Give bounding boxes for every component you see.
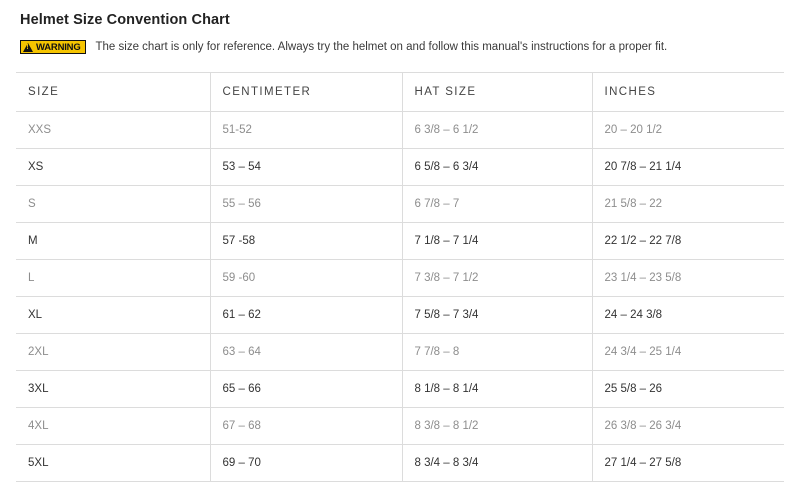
size-chart-table [16,72,784,482]
cell-size: XXS [16,112,210,149]
cell-centimeter: 63 – 64 [210,334,402,371]
cell-hat-size: 8 3/8 – 8 1/2 [402,408,592,445]
cell-hat-size: 6 5/8 – 6 3/4 [402,149,592,186]
cell-hat-size: 7 1/8 – 7 1/4 [402,223,592,260]
cell-inches: 27 1/4 – 27 5/8 [592,445,784,482]
column-header-hat-size: HAT SIZE [402,73,592,112]
column-header-size: SIZE [16,73,210,112]
cell-inches: 23 1/4 – 23 5/8 [592,260,784,297]
warning-notice [20,40,784,54]
cell-hat-size: 7 7/8 – 8 [402,334,592,371]
column-header-centimeter: CENTIMETER [210,73,402,112]
page-title: Helmet Size Convention Chart [20,12,230,28]
table-row [16,297,784,334]
cell-size: 2XL [16,334,210,371]
table-row [16,408,784,445]
cell-inches: 26 3/8 – 26 3/4 [592,408,784,445]
cell-hat-size: 7 3/8 – 7 1/2 [402,260,592,297]
table-row [16,149,784,186]
table-header-row [16,73,784,112]
cell-centimeter: 51-52 [210,112,402,149]
cell-centimeter: 67 – 68 [210,408,402,445]
cell-inches: 24 3/4 – 25 1/4 [592,334,784,371]
cell-centimeter: 61 – 62 [210,297,402,334]
table-body [16,112,784,482]
cell-size: 4XL [16,408,210,445]
cell-size: M [16,223,210,260]
cell-inches: 25 5/8 – 26 [592,371,784,408]
cell-centimeter: 59 -60 [210,260,402,297]
cell-hat-size: 6 7/8 – 7 [402,186,592,223]
table-row [16,223,784,260]
cell-hat-size: 6 3/8 – 6 1/2 [402,112,592,149]
cell-inches: 24 – 24 3/8 [592,297,784,334]
warning-badge-label: WARNING [36,41,81,53]
cell-centimeter: 57 -58 [210,223,402,260]
cell-inches: 20 – 20 1/2 [592,112,784,149]
table-row [16,371,784,408]
table-row [16,186,784,223]
cell-hat-size: 7 5/8 – 7 3/4 [402,297,592,334]
cell-centimeter: 55 – 56 [210,186,402,223]
column-header-inches: INCHES [592,73,784,112]
cell-inches: 22 1/2 – 22 7/8 [592,223,784,260]
cell-hat-size: 8 1/8 – 8 1/4 [402,371,592,408]
table-row [16,445,784,482]
table-row [16,334,784,371]
cell-size: L [16,260,210,297]
cell-size: XS [16,149,210,186]
warning-text: The size chart is only for reference. Always try the helmet on and follow this manual's instructions for a proper fit. [95,41,668,53]
table-row [16,112,784,149]
cell-size: 3XL [16,371,210,408]
table-header [16,73,784,112]
cell-size: 5XL [16,445,210,482]
warning-badge [20,40,86,54]
table-row [16,260,784,297]
cell-inches: 20 7/8 – 21 1/4 [592,149,784,186]
cell-inches: 21 5/8 – 22 [592,186,784,223]
cell-hat-size: 8 3/4 – 8 3/4 [402,445,592,482]
cell-centimeter: 65 – 66 [210,371,402,408]
cell-size: S [16,186,210,223]
cell-centimeter: 69 – 70 [210,445,402,482]
cell-size: XL [16,297,210,334]
cell-centimeter: 53 – 54 [210,149,402,186]
warning-triangle-icon [23,43,33,52]
